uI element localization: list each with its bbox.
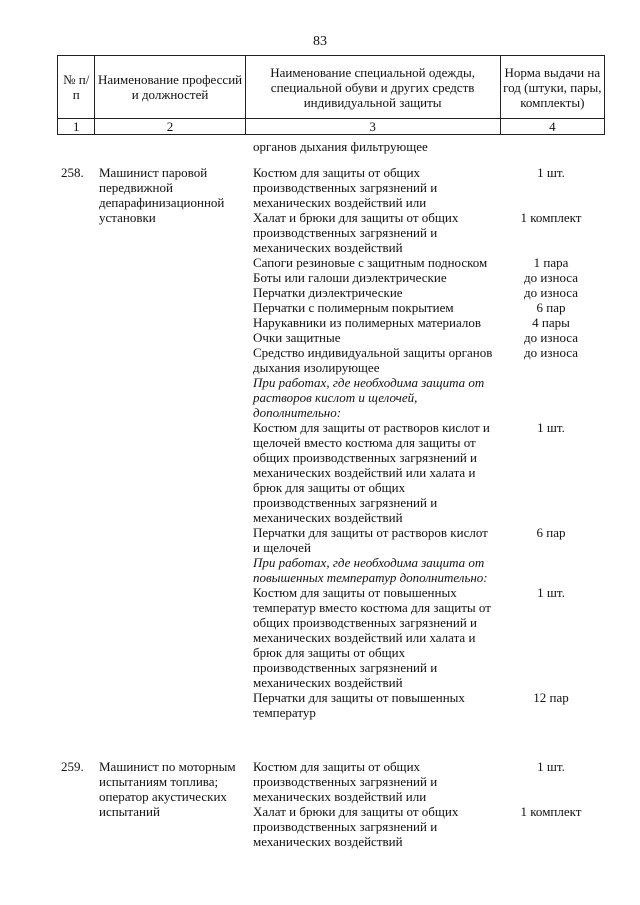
equipment-norm: 12 пар	[533, 690, 569, 705]
column-number-1: 1	[58, 119, 95, 135]
equipment-item	[253, 345, 605, 375]
equipment-norm: 4 пары	[532, 315, 570, 330]
header-row	[58, 56, 605, 119]
column-number-2: 2	[95, 119, 245, 135]
table-header	[57, 55, 605, 135]
equipment-item	[253, 300, 605, 315]
conditional-note: При работах, где необходима защита от повышенных температур дополнительно:	[253, 555, 488, 585]
header-norm: Норма выдачи на год (штуки, пары, комплекты)	[500, 56, 604, 119]
equipment-item	[253, 315, 605, 330]
header-number: № п/п	[58, 56, 95, 119]
equipment-name: Халат и брюки для защиты от общих производственных загрязнений и механических воздействий	[253, 804, 459, 849]
equipment-item	[253, 285, 605, 300]
equipment-item	[253, 585, 605, 690]
equipment-norm: 1 шт.	[537, 165, 565, 180]
entry-items	[253, 165, 605, 720]
entry-number: 258.	[61, 165, 84, 180]
equipment-item	[253, 759, 605, 804]
equipment-name: Костюм для защиты от общих производственных загрязнений и механических воздействий или	[253, 759, 438, 804]
column-number-4: 4	[500, 119, 604, 135]
header-equipment: Наименование специальной одежды, специальной обуви и других средств индивидуальной защиты	[245, 56, 500, 119]
equipment-name: Перчатки диэлектрические	[253, 285, 403, 300]
equipment-name: Перчатки для защиты от повышенных температур	[253, 690, 465, 720]
equipment-norm: 1 шт.	[537, 420, 565, 435]
equipment-name: Очки защитные	[253, 330, 341, 345]
equipment-item	[253, 165, 605, 210]
equipment-norm: до износа	[524, 270, 578, 285]
equipment-item	[253, 270, 605, 285]
equipment-item	[253, 255, 605, 270]
equipment-norm: 6 пар	[536, 525, 566, 540]
continuation-text: органов дыхания фильтрующее	[253, 139, 428, 154]
equipment-norm: 1 комплект	[520, 210, 582, 225]
entry-profession: Машинист паровой передвижной депарафинизационной установки	[99, 165, 225, 225]
equipment-name: Средство индивидуальной защиты органов дыхания изолирующее	[253, 345, 493, 375]
equipment-item	[253, 210, 605, 255]
equipment-name: Халат и брюки для защиты от общих производственных загрязнений и механических воздействий	[253, 210, 459, 255]
equipment-name: Костюм для защиты от повышенных температур вместо костюма для защиты от общих производственных загрязнений и механических воздействий или халата и брюк для защиты от общих производственных загрязнений и механических воздействий	[253, 585, 491, 690]
column-number-3: 3	[245, 119, 500, 135]
equipment-norm: 6 пар	[536, 300, 566, 315]
page-number: 83	[313, 34, 327, 49]
conditional-note: При работах, где необходима защита от растворов кислот и щелочей, дополнительно:	[253, 375, 485, 420]
equipment-norm: 1 пара	[533, 255, 569, 270]
equipment-name: Боты или галоши диэлектрические	[253, 270, 447, 285]
entry-profession: Машинист по моторным испытаниям топлива; оператор акустических испытаний	[99, 759, 236, 819]
entry-number: 259.	[61, 759, 84, 774]
equipment-item	[253, 330, 605, 345]
equipment-item	[253, 690, 605, 720]
equipment-norm: 1 шт.	[537, 759, 565, 774]
equipment-item	[253, 420, 605, 525]
equipment-name: Костюм для защиты от растворов кислот и щелочей вместо костюма для защиты от общих производственных загрязнений и механических воздействий или халата и брюк для защиты от общих производственных загрязнений и механических воздействий	[253, 420, 490, 525]
equipment-norm: 1 шт.	[537, 585, 565, 600]
equipment-norm: до износа	[524, 345, 578, 360]
equipment-name: Костюм для защиты от общих производственных загрязнений и механических воздействий или	[253, 165, 438, 210]
equipment-name: Перчатки с полимерным покрытием	[253, 300, 454, 315]
equipment-norm: 1 комплект	[520, 804, 582, 819]
header-profession: Наименование профессий и должностей	[95, 56, 245, 119]
equipment-norm: до износа	[524, 285, 578, 300]
column-number-row	[58, 119, 605, 135]
equipment-item	[253, 804, 605, 849]
entry-items	[253, 759, 605, 849]
equipment-item	[253, 525, 605, 555]
equipment-norm: до износа	[524, 330, 578, 345]
equipment-name: Сапоги резиновые с защитным подноском	[253, 255, 488, 270]
equipment-name: Нарукавники из полимерных материалов	[253, 315, 481, 330]
equipment-name: Перчатки для защиты от растворов кислот и щелочей	[253, 525, 488, 555]
